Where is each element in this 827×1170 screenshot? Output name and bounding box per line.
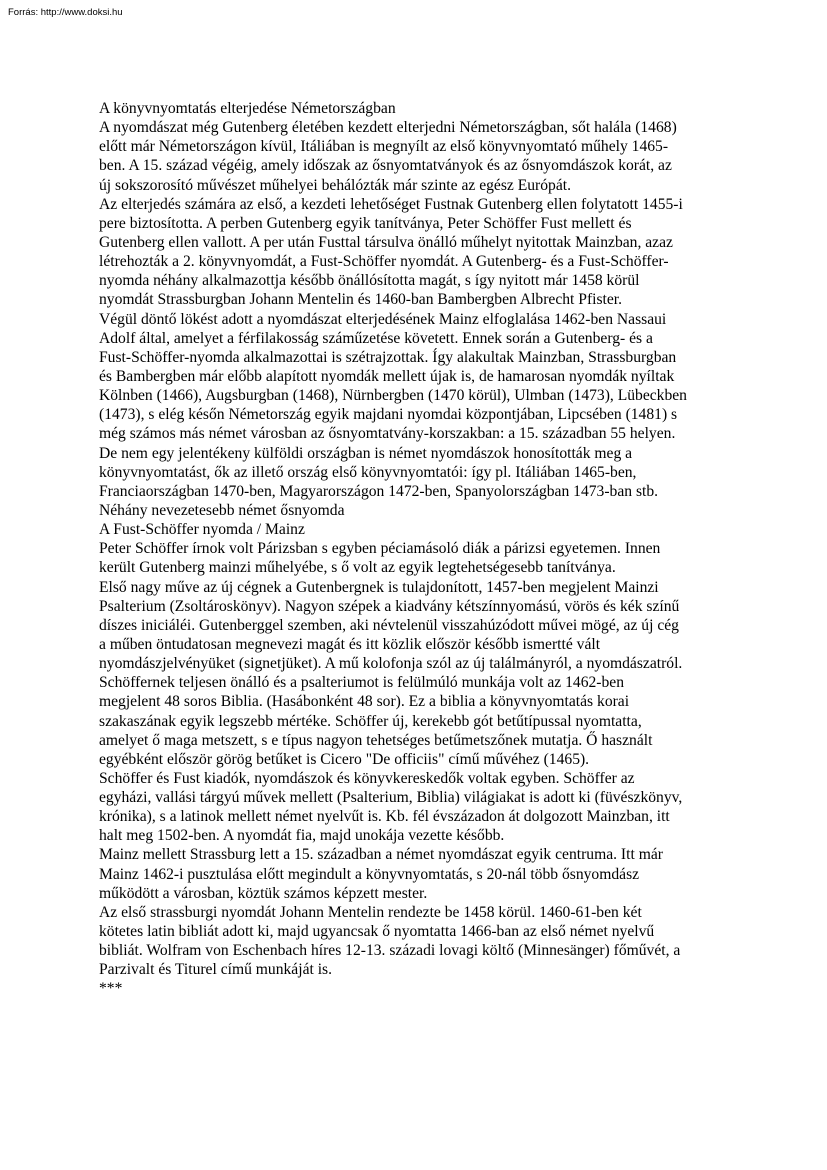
text-line: Néhány nevezetesebb német ősnyomda: [99, 501, 345, 519]
text-line: A nyomdászat még Gutenberg életében kezdett elterjedni Németországban, sőt halála (1468): [99, 119, 677, 137]
text-line: előtt már Németországon kívül, Itáliában is megnyílt az első könyvnyomtató műhely 1465-: [99, 138, 669, 156]
source-label: Forrás: http://www.doksi.hu: [8, 7, 123, 18]
text-line: Schöffer és Fust kiadók, nyomdászok és könyvkereskedők voltak egyben. Schöffer az: [99, 769, 635, 787]
text-line: Parzivalt és Titurel című munkáját is.: [99, 961, 333, 979]
text-line: bibliát. Wolfram von Eschenbach híres 12-13. századi lovagi költő (Minnesänger) főművét, a: [99, 942, 681, 960]
text-line: létrehozták a 2. könyvnyomdát, a Fust-Schöffer nyomdát. A Gutenberg- és a Fust-Schöffer-: [99, 253, 669, 271]
text-line: és Bambergben már előbb alapított nyomdák mellett újak is, de hamarosan nyomdák nyíltak: [99, 367, 675, 385]
text-line: Fust-Schöffer-nyomda alkalmazottai is szétrajzottak. Így alakultak Mainzban, Strassburgban: [99, 348, 677, 366]
text-line: Mainz mellett Strassburg lett a 15. században a német nyomdászat egyik centruma. Itt már: [99, 846, 663, 864]
text-line: nyomdát Strassburgban Johann Mentelin és 1460-ban Bambergben Albrecht Pfister.: [99, 291, 623, 309]
text-line: ***: [99, 980, 123, 998]
text-line: szakaszának egyik legszebb mértéke. Schöffer új, kerekebb gót betűtípussal nyomtatta,: [99, 712, 642, 730]
text-line: Kölnben (1466), Augsburgban (1468), Nürnbergben (1470 körül), Ulmban (1473), Lübeckben: [99, 387, 687, 405]
text-line: ben. A 15. század végéig, amely időszak az ősnyomtatványok és az ősnyomdászok korát, az: [99, 157, 672, 175]
text-line: Psalterium (Zsoltároskönyv). Nagyon szépek a kiadvány kétszínnyomású, vörös és kék színű: [99, 597, 680, 615]
text-line: Schöffernek teljesen önálló és a psalteriumot is felülmúló munkája volt az 1462-ben: [99, 674, 624, 692]
text-line: nyomdászjelvényüket (signetjüket). A mű kolofonja szól az új találmányról, a nyomdászatról.: [99, 655, 683, 673]
text-line: megjelent 48 soros Biblia. (Hasábonként 48 sor). Ez a biblia a könyvnyomtatás korai: [99, 693, 630, 711]
text-line: új sokszorosító művészet műhelyei behálózták már szinte az egész Európát.: [99, 176, 571, 194]
text-line: Peter Schöffer írnok volt Párizsban s egyben péciamásoló diák a párizsi egyetemen. Innen: [99, 540, 661, 558]
text-line: nyomda néhány alkalmazottja később önállósította magát, s így nyitott már 1458 körül: [99, 272, 640, 290]
text-line: (1473), s elég későn Németország egyik majdani nyomdai központjában, Lipcsében (1481) s: [99, 406, 678, 424]
text-line: halt meg 1502-ben. A nyomdát fia, majd unokája vezette később.: [99, 827, 505, 845]
text-line: Az első strassburgi nyomdát Johann Mentelin rendezte be 1458 körül. 1460-61-ben két: [99, 903, 642, 921]
text-line: A Fust-Schöffer nyomda / Mainz: [99, 521, 305, 539]
text-line: könyvnyomtatást, ők az illető ország első könyvnyomtatói: így pl. Itáliában 1465-ben,: [99, 463, 637, 481]
text-line: De nem egy jelentékeny külföldi országban is német nyomdászok honosították meg a: [99, 444, 633, 462]
text-line: krónika), s a latinok mellett német nyelvűt is. Kb. fél évszázadon át dolgozott Mainzban, itt: [99, 808, 670, 826]
text-line: Mainz 1462-i pusztulása előtt megindult a könyvnyomtatás, s 20-nál több ősnyomdász: [99, 865, 640, 883]
text-line: A könyvnyomtatás elterjedése Németországban: [99, 100, 396, 117]
text-line: Az elterjedés számára az első, a kezdeti lehetőséget Fustnak Gutenberg ellen folytatott 1455-i: [99, 195, 683, 213]
text-line: egyébként először görög betűket is Cicero "De officiis" című művéhez (1465).: [99, 750, 590, 768]
text-line: a műben öntudatosan megnevezi magát és itt közlik először később ismertté vált: [99, 635, 601, 653]
text-line: kötetes latin bibliát adott ki, majd ugyancsak ő nyomtatta 1466-ban az első német nyelvű: [99, 923, 655, 941]
text-line: Adolf által, amelyet a férfilakosság száműzetése követett. Ennek során a Gutenberg- és a: [99, 329, 653, 347]
text-line: Első nagy műve az új cégnek a Gutenbergnek is tulajdonított, 1457-ben megjelent Mainzi: [99, 578, 659, 596]
text-line: amelyet ő maga metszett, s e típus nagyon tehetséges betűmetszőnek mutatja. Ő használt: [99, 731, 653, 749]
text-line: díszes iniciáléi. Gutenberggel szemben, aki névtelenül visszahúzódott művei mögé, az új cég: [99, 616, 679, 634]
text-line: még számos más német városban az ősnyomtatvány-korszakban: a 15. században 55 helyen.: [99, 425, 676, 443]
text-line: Gutenberg ellen vallott. A per után Fusttal társulva önálló műhelyt nyitottak Mainzban, azaz: [99, 233, 673, 251]
text-line: Franciaországban 1470-ben, Magyarországon 1472-ben, Spanyolországban 1473-ban stb.: [99, 482, 659, 500]
text-line: került Gutenberg mainzi műhelyébe, s ő volt az egyik legtehetségesebb tanítványa.: [99, 559, 616, 577]
text-line: pere biztosította. A perben Gutenberg egyik tanítványa, Peter Schöffer Fust mellett és: [99, 214, 632, 232]
document-body: [99, 99, 731, 999]
text-line: egyházi, vallási tárgyú művek mellett (Psalterium, Biblia) világiakat is adott ki (füvészkönyv,: [99, 789, 683, 807]
text-line: működött a városban, köztük számos képzett mester.: [99, 884, 428, 902]
text-line: Végül döntő lökést adott a nyomdászat elterjedésének Mainz elfoglalása 1462-ben Nassaui: [99, 310, 667, 328]
